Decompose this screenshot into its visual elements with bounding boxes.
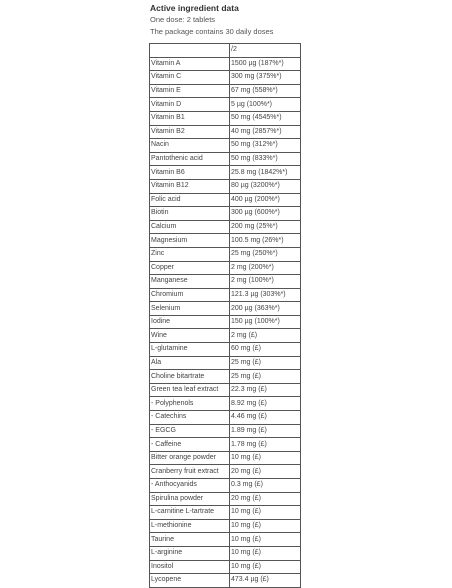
ingredient-amount-cell: 400 µg (200%*) [230,193,301,207]
table-row [150,560,301,574]
ingredient-name-cell: Selenium [150,302,230,316]
ingredient-amount-cell: 10 mg (£) [230,560,301,574]
ingredient-amount-cell: 300 mg (375%*) [230,71,301,85]
ingredient-name-cell: - Catechins [150,411,230,425]
table-row [150,275,301,289]
ingredient-name-cell: Biotin [150,207,230,221]
ingredient-name-cell: L-carnitine L-tartrate [150,506,230,520]
package-text: The package contains 30 daily doses [150,27,274,36]
table-row [150,397,301,411]
ingredient-name-cell: Copper [150,261,230,275]
table-row [150,411,301,425]
ingredient-amount-cell: 67 mg (558%*) [230,84,301,98]
ingredient-name-cell: Zinc [150,247,230,261]
ingredient-name-cell: Taurine [150,533,230,547]
table-row [150,356,301,370]
ingredient-amount-cell: 300 µg (600%*) [230,207,301,221]
ingredient-name-cell: Iodine [150,315,230,329]
table-row [150,302,301,316]
ingredient-amount-cell: 1.89 mg (£) [230,424,301,438]
ingredient-name-cell: - Caffeine [150,438,230,452]
ingredient-amount-cell: 8.92 mg (£) [230,397,301,411]
table-row [150,193,301,207]
ingredient-name-cell: Manganese [150,275,230,289]
ingredient-name-cell: Lycopene [150,574,230,588]
table-row [150,451,301,465]
ingredient-amount-cell: 200 mg (25%*) [230,220,301,234]
table-row [150,383,301,397]
ingredient-amount-cell: 10 mg (£) [230,533,301,547]
ingredient-amount-cell: 25 mg (£) [230,356,301,370]
table-row [150,207,301,221]
ingredient-amount-cell: 1.78 mg (£) [230,438,301,452]
ingredient-amount-cell: 25.8 mg (1842%*) [230,166,301,180]
ingredient-amount-cell: 1500 µg (187%*) [230,57,301,71]
table-row [150,546,301,560]
ingredient-amount-cell: 473.4 µg (£) [230,574,301,588]
ingredient-name-cell: Vitamin D [150,98,230,112]
table-row [150,438,301,452]
ingredient-amount-cell: 121.3 µg (303%*) [230,288,301,302]
table-row [150,424,301,438]
table-row [150,247,301,261]
ingredient-name-cell: Vitamin B6 [150,166,230,180]
table-row [150,234,301,248]
ingredient-amount-cell: 10 mg (£) [230,451,301,465]
ingredient-name-cell: Vitamin B1 [150,111,230,125]
table-header-row [150,44,301,58]
ingredient-name-cell: Ala [150,356,230,370]
ingredient-name-cell: Wine [150,329,230,343]
table-row [150,574,301,588]
ingredient-name-cell: Calcium [150,220,230,234]
ingredient-amount-cell: 60 mg (£) [230,343,301,357]
ingredient-amount-cell: 50 mg (4545%*) [230,111,301,125]
ingredient-name-cell: L-arginine [150,546,230,560]
table-row [150,71,301,85]
ingredient-amount-cell: 20 mg (£) [230,465,301,479]
ingredient-name-cell: Vitamin C [150,71,230,85]
table-row [150,315,301,329]
ingredient-name-cell: Inositol [150,560,230,574]
ingredient-name-cell: Vitamin B12 [150,179,230,193]
table-row [150,57,301,71]
table-row [150,261,301,275]
ingredient-amount-cell: 2 mg (100%*) [230,275,301,289]
ingredient-amount-cell: 150 µg (100%*) [230,315,301,329]
ingredient-amount-cell: 50 mg (312%*) [230,139,301,153]
ingredient-amount-cell: 25 mg (250%*) [230,247,301,261]
ingredient-name-cell: Vitamin E [150,84,230,98]
ingredient-name-cell: - Polyphenols [150,397,230,411]
ingredient-amount-cell: 5 µg (100%*) [230,98,301,112]
table-row [150,479,301,493]
ingredient-amount-cell: 200 µg (363%*) [230,302,301,316]
table-row [150,166,301,180]
ingredient-amount-cell: 100.5 mg (26%*) [230,234,301,248]
ingredient-name-cell: Chromium [150,288,230,302]
ingredient-amount-cell: 10 mg (£) [230,519,301,533]
ingredient-name-cell: L-glutamine [150,343,230,357]
table-row [150,533,301,547]
table-row [150,343,301,357]
ingredient-amount-cell: 4.46 mg (£) [230,411,301,425]
ingredient-amount-cell: 40 mg (2857%*) [230,125,301,139]
header-cell-name [150,44,230,58]
table-row [150,220,301,234]
ingredient-amount-cell: 10 mg (£) [230,546,301,560]
ingredient-amount-cell: 20 mg (£) [230,492,301,506]
ingredient-name-cell: Choline bitartrate [150,370,230,384]
ingredient-amount-cell: 25 mg (£) [230,370,301,384]
ingredient-amount-cell: 50 mg (833%*) [230,152,301,166]
ingredient-name-cell: Magnesium [150,234,230,248]
ingredient-name-cell: L-methionine [150,519,230,533]
ingredient-amount-cell: 80 µg (3200%*) [230,179,301,193]
ingredient-name-cell: - Anthocyanids [150,479,230,493]
header-cell-amount: /2 [230,44,301,58]
ingredient-amount-cell: 2 mg (200%*) [230,261,301,275]
ingredient-name-cell: Nacin [150,139,230,153]
ingredient-table [149,43,301,588]
ingredient-name-cell: Green tea leaf extract [150,383,230,397]
table-row [150,179,301,193]
ingredient-amount-cell: 2 mg (£) [230,329,301,343]
table-row [150,152,301,166]
ingredient-name-cell: Bitter orange powder [150,451,230,465]
table-row [150,329,301,343]
table-row [150,288,301,302]
ingredient-name-cell: Pantothenic acid [150,152,230,166]
table-row [150,125,301,139]
table-row [150,84,301,98]
table-row [150,519,301,533]
table-row [150,506,301,520]
table-row [150,465,301,479]
ingredient-amount-cell: 22.3 mg (£) [230,383,301,397]
ingredient-name-cell: Spirulina powder [150,492,230,506]
ingredient-name-cell: Vitamin B2 [150,125,230,139]
ingredient-name-cell: Cranberry fruit extract [150,465,230,479]
ingredient-header [150,2,273,38]
table-row [150,98,301,112]
table-row [150,111,301,125]
table-row [150,492,301,506]
ingredient-name-cell: - EGCG [150,424,230,438]
ingredient-amount-cell: 10 mg (£) [230,506,301,520]
ingredient-name-cell: Folic acid [150,193,230,207]
ingredient-amount-cell: 0.3 mg (£) [230,479,301,493]
section-title: Active ingredient data [150,3,239,13]
ingredient-name-cell: Vitamin A [150,57,230,71]
dose-text: One dose: 2 tablets [150,15,216,24]
table-row [150,139,301,153]
table-row [150,370,301,384]
